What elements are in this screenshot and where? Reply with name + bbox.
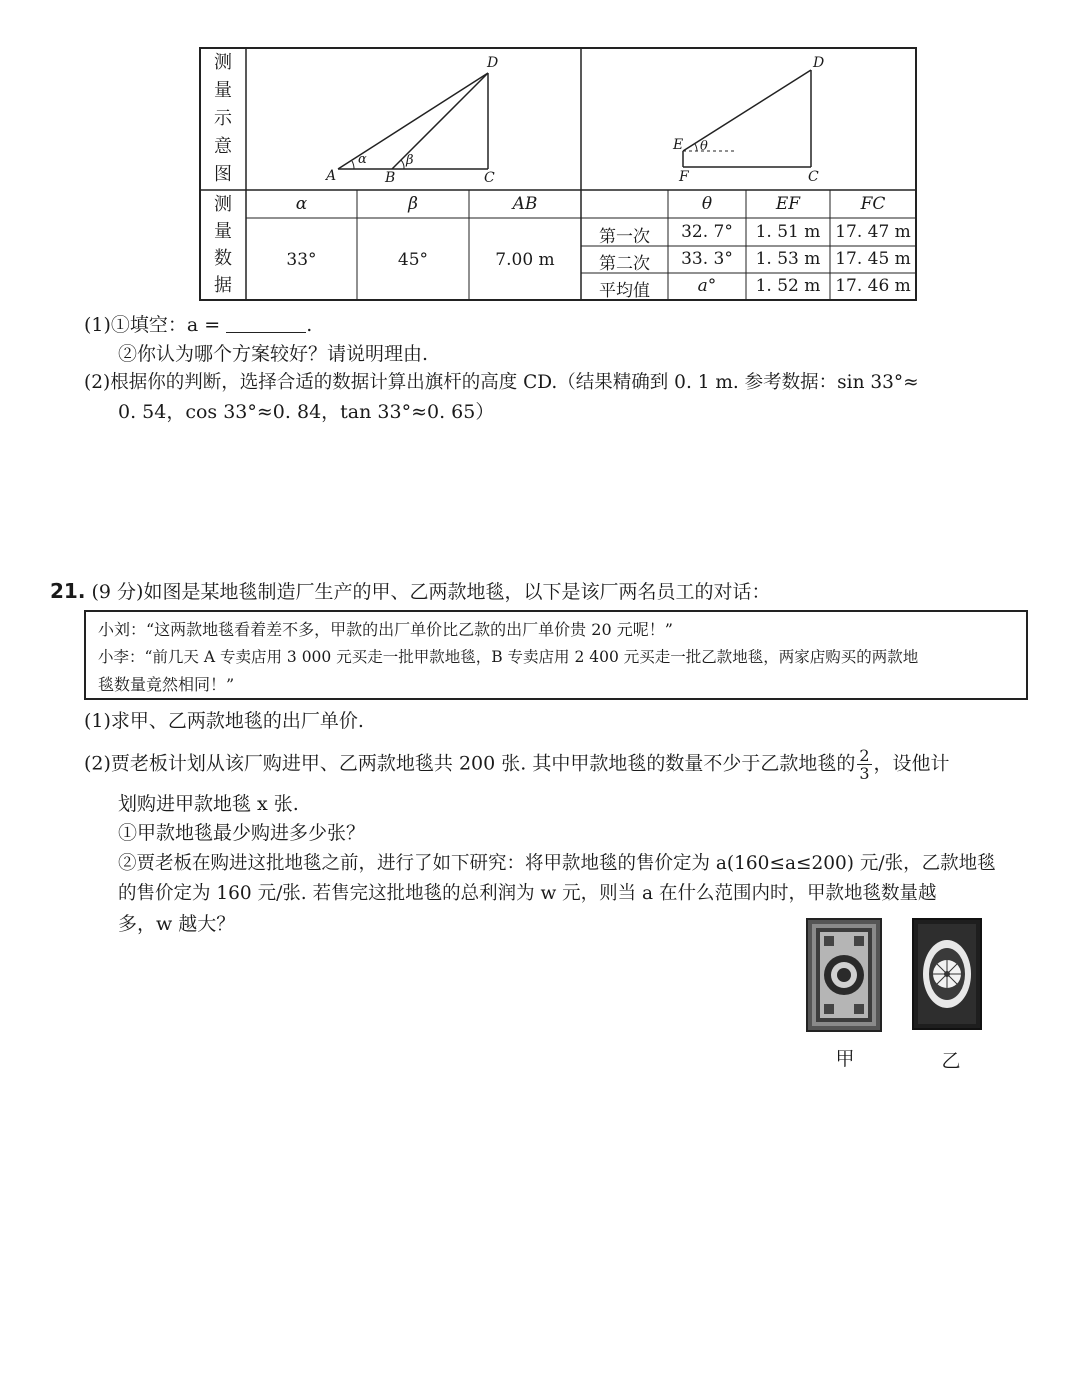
header-beta: β bbox=[408, 194, 418, 214]
header-ab: AB bbox=[512, 194, 538, 214]
q21-intro bbox=[50, 578, 770, 605]
theta-arc bbox=[695, 144, 697, 151]
q21-sub2-line1: ②贾老板在购进这批地毯之前，进行了如下研究：将甲款地毯的售价定为 a(160≤a≤200) 元/张，乙款地毯 bbox=[118, 853, 996, 874]
dialog-line: 毯数量竟然相同！” bbox=[98, 675, 235, 694]
q21-part2-text-after: ，设他计 bbox=[873, 752, 950, 775]
theta-label: θ bbox=[700, 139, 708, 154]
carpet-yi-label: 乙 bbox=[941, 1050, 961, 1072]
header-alpha: α bbox=[295, 194, 308, 214]
row-label-char: 测 bbox=[214, 194, 232, 215]
point-c-label: C bbox=[484, 170, 495, 186]
value-ab: 7.00 m bbox=[495, 250, 555, 270]
fraction-numerator: 2 bbox=[859, 746, 870, 765]
carpet-jia-image bbox=[806, 918, 882, 1032]
point-d-label: D bbox=[487, 55, 499, 71]
point-a-label: A bbox=[326, 168, 337, 184]
point-e-label: E bbox=[673, 137, 684, 153]
ef-value: 1. 51 m bbox=[755, 222, 821, 242]
point-f-label: F bbox=[679, 169, 689, 185]
fraction-denominator: 3 bbox=[859, 764, 870, 783]
q20-part1a-prefix: (1)①填空：a = bbox=[84, 314, 221, 336]
header-theta: θ bbox=[701, 194, 713, 214]
value-beta: 45° bbox=[397, 250, 429, 270]
carpet-yi-image bbox=[912, 918, 982, 1030]
question-number: 21. bbox=[50, 579, 86, 603]
row-label-char: 图 bbox=[214, 164, 232, 185]
theta-value: 33. 3° bbox=[681, 249, 733, 269]
alpha-label: α bbox=[358, 152, 367, 167]
q20-part2-line2: 0. 54，cos 33°≈0. 84，tan 33°≈0. 65） bbox=[118, 401, 495, 423]
answer-blank[interactable] bbox=[226, 314, 306, 333]
q20-part1a bbox=[84, 312, 312, 338]
row-label-data bbox=[200, 190, 246, 300]
header-fc: FC bbox=[860, 194, 886, 214]
point-c-right-label: C bbox=[808, 169, 819, 185]
row-label-char: 量 bbox=[214, 221, 232, 242]
q21-part2-line1 bbox=[84, 747, 950, 781]
dialog-line: 小李：“前几天 A 专卖店用 3 000 元买走一批甲款地毯，B 专卖店用 2 400 元买走一批乙款地毯，两家店购买的两款地 bbox=[98, 648, 919, 666]
row-label-diagram bbox=[200, 48, 246, 190]
row-label: 平均值 bbox=[599, 281, 650, 301]
value-alpha: 33° bbox=[286, 250, 317, 270]
row-label-char: 示 bbox=[214, 108, 232, 129]
theta-value: 32. 7° bbox=[681, 222, 733, 242]
header-ef: EF bbox=[775, 194, 801, 214]
fc-value: 17. 46 m bbox=[835, 276, 911, 296]
row-label: 第二次 bbox=[599, 254, 650, 274]
q20-part1b: ②你认为哪个方案较好？请说明理由. bbox=[118, 343, 429, 365]
carpet-jia-label: 甲 bbox=[835, 1048, 855, 1070]
dialog-line: 小刘：“这两款地毯看着差不多，甲款的出厂单价比乙款的出厂单价贵 20 元呢！” bbox=[98, 620, 673, 639]
beta-label: β bbox=[406, 153, 414, 168]
ef-value: 1. 53 m bbox=[755, 249, 821, 269]
q21-sub1: ①甲款地毯最少购进多少张？ bbox=[118, 822, 366, 844]
dialog-box bbox=[84, 610, 1028, 700]
q21-part1: (1)求甲、乙两款地毯的出厂单价. bbox=[84, 710, 364, 732]
point-d-right-label: D bbox=[813, 55, 825, 71]
q21-intro-text: (9 分)如图是某地毯制造厂生产的甲、乙两款地毯，以下是该厂两名员工的对话： bbox=[91, 581, 771, 603]
q21-sub2-line3: 多，w 越大？ bbox=[118, 913, 236, 935]
q20-part1a-suffix: . bbox=[306, 314, 313, 336]
point-b-label: B bbox=[385, 170, 396, 186]
ef-value: 1. 52 m bbox=[755, 276, 821, 296]
q20-part2-line1: (2)根据你的判断，选择合适的数据计算出旗杆的高度 CD.（结果精确到 0. 1 m. 参考数据：sin 33°≈ bbox=[84, 372, 919, 393]
row-label-char: 据 bbox=[214, 275, 232, 296]
row-label: 第一次 bbox=[599, 227, 650, 247]
q21-part2-line2: 划购进甲款地毯 x 张. bbox=[118, 793, 299, 815]
measurement-table bbox=[0, 0, 1080, 310]
theta-value: a° bbox=[697, 276, 717, 296]
q21-sub2-line2: 的售价定为 160 元/张. 若售完这批地毯的总利润为 w 元，则当 a 在什么范围内时，甲款地毯数量越 bbox=[118, 883, 937, 904]
row-label-char: 数 bbox=[214, 248, 232, 269]
row-label-char: 意 bbox=[214, 136, 232, 157]
q21-part2-text: (2)贾老板计划从该厂购进甲、乙两款地毯共 200 张. 其中甲款地毯的数量不少于乙款地毯的 bbox=[84, 752, 856, 775]
fraction-two-thirds bbox=[857, 747, 871, 782]
fc-value: 17. 45 m bbox=[835, 249, 911, 269]
row-label-char: 量 bbox=[214, 80, 232, 101]
fc-value: 17. 47 m bbox=[835, 222, 911, 242]
row-label-char: 测 bbox=[214, 52, 232, 73]
